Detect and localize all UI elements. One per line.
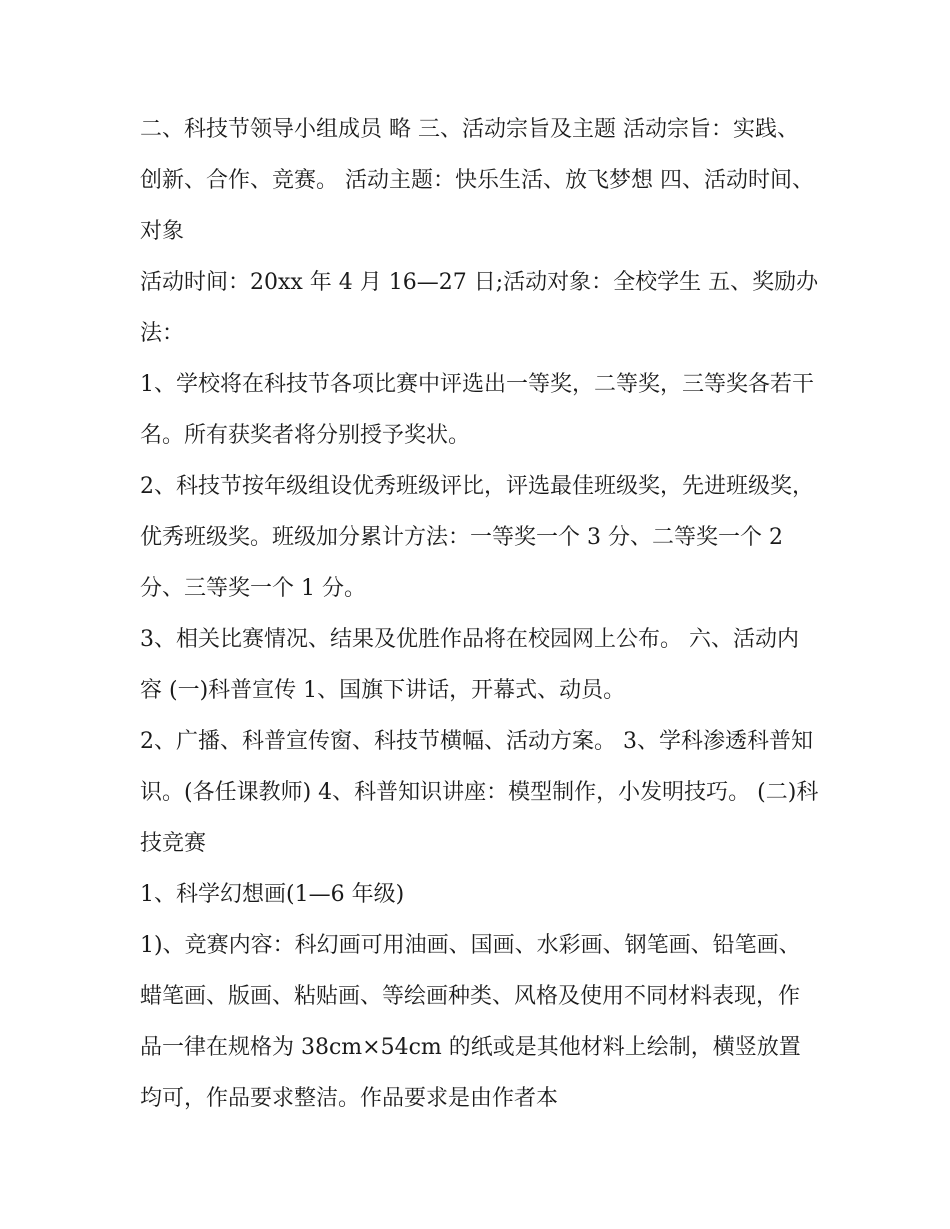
- paragraph-award-rule-2: 2、科技节按年级组设优秀班级评比，评选最佳班级奖，先进班级奖，优秀班级奖。班级加分累计方法：一等奖一个 3 分、二等奖一个 2 分、三等奖一个 1 分。: [140, 474, 814, 601]
- paragraph-award-rule-3-content: 3、相关比赛情况、结果及优胜作品将在校园网上公布。 六、活动内容 (一)科普宣传 1、国旗下讲话，开幕式、动员。: [140, 627, 799, 703]
- paragraph-sci-fi-painting-heading: 1、科学幻想画(1—6 年级): [140, 882, 405, 907]
- paragraph-activity-time-awards: 活动时间：20xx 年 4 月 16—27 日;活动对象：全校学生 五、奖励办法：: [140, 270, 819, 346]
- paragraph-competition-content: 1)、竞赛内容：科幻画可用油画、国画、水彩画、钢笔画、铅笔画、蜡笔画、版画、粘贴画、等绘画种类、风格及使用不同材料表现，作品一律在规格为 38cm×54cm 的纸或是其他材料上绘制，横竖放置均可，作品要求整洁。作品要求是由作者本: [140, 933, 801, 1111]
- paragraph-publicity-items: 2、广播、科普宣传窗、科技节横幅、活动方案。 3、学科渗透科普知识。(各任课教师) 4、科普知识讲座：模型制作，小发明技巧。 (二)科技竞赛: [140, 729, 819, 856]
- document-body: [140, 104, 820, 1124]
- paragraph-award-rule-1: 1、学校将在科技节各项比赛中评选出一等奖，二等奖，三等奖各若干名。所有获奖者将分别授予奖状。: [140, 372, 814, 448]
- paragraph-leadership-purpose-time: 二、科技节领导小组成员 略 三、活动宗旨及主题 活动宗旨：实践、创新、合作、竞赛。 活动主题：快乐生活、放飞梦想 四、活动时间、对象: [140, 117, 814, 244]
